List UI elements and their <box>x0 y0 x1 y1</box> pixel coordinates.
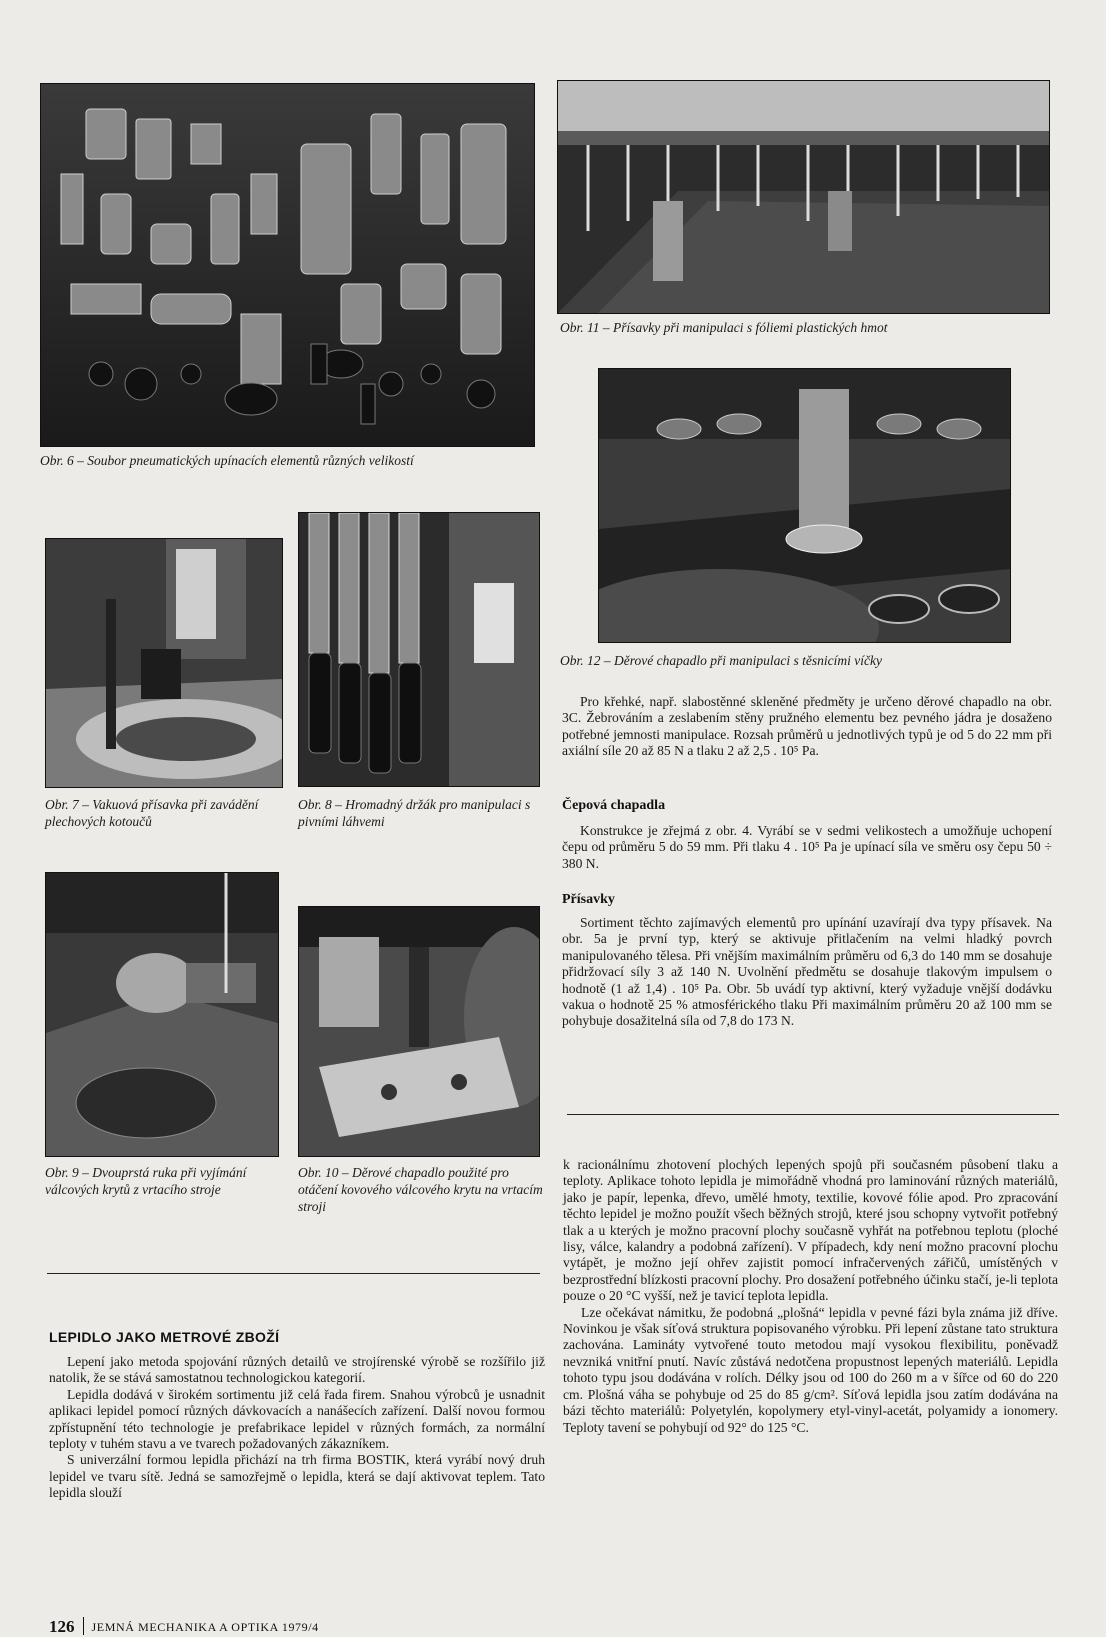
figure-7-caption: Obr. 7 – Vakuová přísavka při zavádění plechových kotoučů <box>45 797 259 829</box>
article-paragraph: k racionálnímu zhotovení plochých lepených spojů při současném působení tlaku a teploty. Aplikace tohoto lepidla je mimořádně vhodná pro laminování různých materiálů, jako je papír, lepenka, dřevo, umělé hmoty, textilie, kovové fólie apod. Pro zpracování těchto lepidel je možno použít všech běžných strojů, které jsou schopny vytvořit potřebný tlak a u kterých je možno pracovní plochy současně vyhřát na potřebnou teplotu (ploché lisy, válce, kalandry a podobná zařízení). V případech, kdy není možno pracovní plochu vytápět, je možno její ohřev zajistit pomocí infračervených zářičů, umístěných v bezprostřední blízkosti pracovní plochy. Pro dosažení potřebného účinku stačí, je-li teplota pouze o 20 °C vyšší, než je tavicí teplota lepidla. <box>563 1157 1058 1304</box>
figure-8-photo <box>298 512 540 787</box>
section-rule-right <box>567 1114 1059 1115</box>
figure-11-caption: Obr. 11 – Přísavky při manipulaci s fóliemi plastických hmot <box>560 320 888 335</box>
figure-12-photo <box>598 368 1011 643</box>
intro-paragraph: Pro křehké, např. slabostěnné skleněné předměty je určeno děrové chapadlo na obr. 3C. Žebrováním a zeslabením stěny pružného elementu bez pevného jádra je dosaženo potřebné jemnosti manipulace. Rozsah průměrů u jednotlivých typů je od 5 do 22 mm při axiální síle 20 až 85 N a tlaku 2 až 2,5 . 10⁵ Pa. <box>562 694 1052 759</box>
page-footer <box>49 1617 319 1637</box>
figure-9-photo <box>45 872 279 1157</box>
article-title: LEPIDLO JAKO METROVÉ ZBOŽÍ <box>49 1329 280 1345</box>
page-number: 126 <box>49 1617 75 1636</box>
section-rule-left <box>47 1273 540 1274</box>
cepova-chapadla-text <box>562 823 1052 872</box>
article-paragraph: S univerzální formou lepidla přichází na trh firma BOSTIK, která vyrábí nový druh lepidel ve tvaru sítě. Jedná se samozřejmě o lepidla, která se dají aktivovat teplem. Tato lepidla slouží <box>49 1452 545 1501</box>
figure-7-photo <box>45 538 283 788</box>
figure-10-caption: Obr. 10 – Děrové chapadlo použité pro otáčení kovového válcového krytu na vrtacím stroji <box>298 1165 543 1214</box>
figure-6-caption: Obr. 6 – Soubor pneumatických upínacích elementů různých velikostí <box>40 453 414 468</box>
article-paragraph: Lze očekávat námitku, že podobná „plošná“ lepidla v pevné fázi byla známa již dříve. Novinkou je však síťová struktura popisovaného výrobku. Při lepení zůstane tato struktura zachována. Lamináty vytvořené touto metodou mají vysokou flexibilitu, poněvadž nevzniká vnitřní pnutí. Navíc zůstává nedotčena propustnost lepených materiálů. Lepidla tohoto typu jsou dodávána v rolích. Délky jsou od 100 do 260 m a v šířce od 60 do 220 cm. Plošná váha se pohybuje od 25 do 85 g/cm². Síťová lepidla jsou zatím dodávána na bázi těchto materiálů: Polyetylén, kopolymery etyl-vinyl-acetát, polyamidy a ionomery. Teploty tavení se pohybují od 92° do 125 °C. <box>563 1304 1058 1435</box>
journal-name: JEMNÁ MECHANIKA A OPTIKA 1979/4 <box>91 1620 319 1634</box>
heading-cepova-chapadla: Čepová chapadla <box>562 798 666 813</box>
figure-9-caption: Obr. 9 – Dvouprstá ruka při vyjímání válcových krytů z vrtacího stroje <box>45 1165 247 1197</box>
heading-prisavky: Přísavky <box>562 892 615 907</box>
prisavky-text <box>562 915 1052 1030</box>
article-right-column <box>563 1157 1058 1436</box>
figure-10-photo <box>298 906 540 1157</box>
figure-11-photo <box>557 80 1050 314</box>
figure-12-caption: Obr. 12 – Děrové chapadlo při manipulaci s těsnicími víčky <box>560 653 882 668</box>
right-intro-text <box>562 694 1052 760</box>
figure-8-caption: Obr. 8 – Hromadný držák pro manipulaci s pivními láhvemi <box>298 797 531 829</box>
cepova-paragraph: Konstrukce je zřejmá z obr. 4. Vyrábí se v sedmi velikostech a umožňuje uchopení čepu od průměru 5 do 59 mm. Při tlaku 4 . 10⁵ Pa je upínací síla ve směru osy čepu 50 ÷ 380 N. <box>562 823 1052 871</box>
article-left-column <box>49 1354 545 1502</box>
figure-6-photo <box>40 83 535 447</box>
footer-divider <box>83 1617 84 1635</box>
article-paragraph: Lepidla dodává v širokém sortimentu již celá řada firem. Snahou výrobců je usnadnit aplikaci lepidel pomocí různých dávkovacích a nanášecích zařízení. Další novou formou zpřístupnění této technologie je prefabrikace lepidel v různých formách, za normální teploty v tuhém stavu a ve tvarech požadovaných zákazníkem. <box>49 1386 545 1452</box>
prisavky-paragraph: Sortiment těchto zajímavých elementů pro upínání uzavírají dva typy přísavek. Na obr. 5a je první typ, který se aktivuje přitlačením na velmi hladký povrch manipulovaného tělesa. Při vnějším maximálním průměru od 6,3 do 140 mm se dosahuje přidržovací síly 3 až 140 N. Uvolnění předmětu se dosahuje tlakovým impulsem o hodnotě (1 až 1,4) . 10⁵ Pa. Obr. 5b uvádí typ aktivní, který vyžaduje vnější dodávku vakua o hodnotě 25 % atmosférického tlaku Při maximálním průměru 20 až 100 mm se pohybuje dosažitelná síla od 7,8 do 173 N. <box>562 915 1052 1029</box>
article-paragraph: Lepení jako metoda spojování různých detailů ve strojírenské výrobě se rozšířilo již natolik, že se stává samostatnou technologickou kategorií. <box>49 1354 545 1386</box>
